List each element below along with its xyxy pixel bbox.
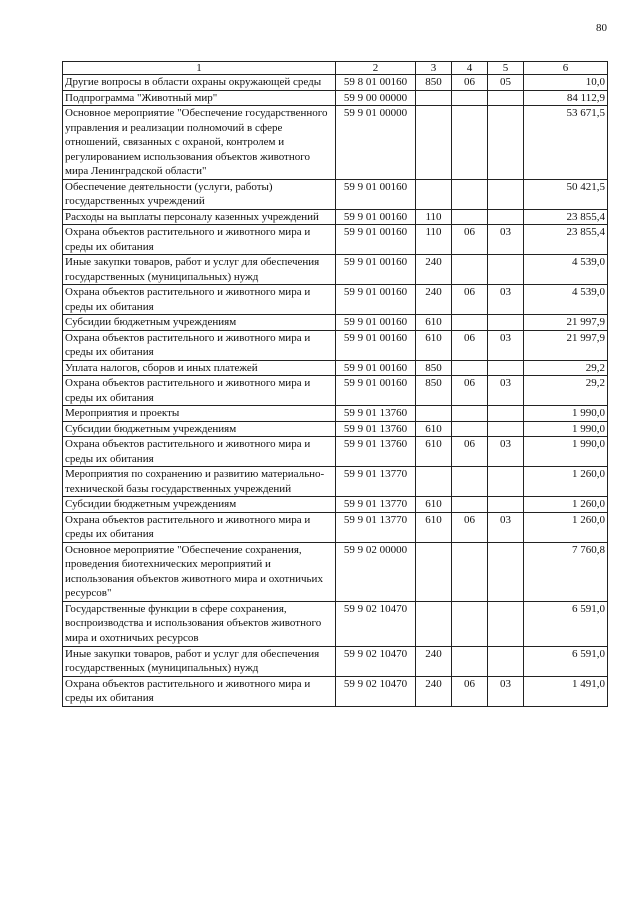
row-sum-cell: 6 591,0 (524, 601, 608, 646)
table-row (63, 209, 608, 225)
row-expense-type-cell: 610 (416, 512, 452, 542)
row-expense-type-cell: 240 (416, 676, 452, 706)
row-sum-cell: 84 112,9 (524, 90, 608, 106)
row-section-cell (452, 421, 488, 437)
row-name-cell: Иные закупки товаров, работ и услуг для обеспечения государственных (муниципальных) нужд (63, 255, 336, 285)
row-sum-cell: 1 491,0 (524, 676, 608, 706)
row-sum-cell: 1 990,0 (524, 421, 608, 437)
row-code-cell: 59 9 01 13770 (336, 512, 416, 542)
row-subsection-cell (488, 421, 524, 437)
row-sum-cell: 7 760,8 (524, 542, 608, 601)
row-sum-cell: 4 539,0 (524, 285, 608, 315)
row-sum-cell: 1 260,0 (524, 497, 608, 513)
row-sum-cell: 50 421,5 (524, 179, 608, 209)
row-expense-type-cell: 240 (416, 255, 452, 285)
table-row (63, 360, 608, 376)
row-code-cell: 59 9 01 00160 (336, 315, 416, 331)
row-subsection-cell (488, 106, 524, 180)
table-row (63, 601, 608, 646)
table-body (63, 75, 608, 707)
row-section-cell: 06 (452, 75, 488, 91)
row-expense-type-cell: 610 (416, 330, 452, 360)
row-subsection-cell: 03 (488, 330, 524, 360)
table-row (63, 106, 608, 180)
table-row (63, 512, 608, 542)
row-code-cell: 59 9 02 10470 (336, 646, 416, 676)
row-subsection-cell (488, 179, 524, 209)
table-row (63, 75, 608, 91)
row-expense-type-cell: 610 (416, 497, 452, 513)
row-section-cell (452, 209, 488, 225)
row-subsection-cell (488, 360, 524, 376)
header-col-5: 5 (488, 62, 524, 75)
row-name-cell: Основное мероприятие "Обеспечение сохранения, проведения биотехнических мероприятий и использования объектов животного мира и охотничьих ресурсов" (63, 542, 336, 601)
table-row (63, 406, 608, 422)
row-sum-cell: 29,2 (524, 376, 608, 406)
row-name-cell: Уплата налогов, сборов и иных платежей (63, 360, 336, 376)
row-code-cell: 59 9 01 00160 (336, 330, 416, 360)
header-col-2: 2 (336, 62, 416, 75)
row-subsection-cell: 03 (488, 512, 524, 542)
row-code-cell: 59 9 01 00160 (336, 209, 416, 225)
row-expense-type-cell (416, 90, 452, 106)
table-row (63, 315, 608, 331)
row-expense-type-cell: 610 (416, 421, 452, 437)
row-name-cell: Охрана объектов растительного и животного мира и среды их обитания (63, 225, 336, 255)
row-section-cell: 06 (452, 437, 488, 467)
row-code-cell: 59 8 01 00160 (336, 75, 416, 91)
row-code-cell: 59 9 01 13770 (336, 467, 416, 497)
row-section-cell (452, 106, 488, 180)
row-expense-type-cell: 850 (416, 75, 452, 91)
row-section-cell (452, 90, 488, 106)
row-subsection-cell: 03 (488, 285, 524, 315)
table-row (63, 676, 608, 706)
row-sum-cell: 4 539,0 (524, 255, 608, 285)
row-subsection-cell (488, 209, 524, 225)
row-name-cell: Охрана объектов растительного и животного мира и среды их обитания (63, 285, 336, 315)
table-row (63, 437, 608, 467)
row-code-cell: 59 9 01 00160 (336, 225, 416, 255)
row-subsection-cell: 03 (488, 376, 524, 406)
row-name-cell: Охрана объектов растительного и животного мира и среды их обитания (63, 376, 336, 406)
row-section-cell: 06 (452, 330, 488, 360)
row-code-cell: 59 9 01 00160 (336, 376, 416, 406)
row-expense-type-cell (416, 601, 452, 646)
table-row (63, 542, 608, 601)
row-sum-cell: 1 260,0 (524, 512, 608, 542)
row-code-cell: 59 9 01 13760 (336, 437, 416, 467)
row-name-cell: Охрана объектов растительного и животного мира и среды их обитания (63, 512, 336, 542)
table-row (63, 376, 608, 406)
row-code-cell: 59 9 01 00160 (336, 255, 416, 285)
row-code-cell: 59 9 01 13770 (336, 497, 416, 513)
row-section-cell: 06 (452, 285, 488, 315)
table-row (63, 285, 608, 315)
header-col-1: 1 (63, 62, 336, 75)
row-section-cell (452, 646, 488, 676)
row-section-cell (452, 467, 488, 497)
row-name-cell: Субсидии бюджетным учреждениям (63, 315, 336, 331)
row-expense-type-cell: 610 (416, 315, 452, 331)
row-name-cell: Государственные функции в сфере сохранения, воспроизводства и использования объектов животного мира и охотничьих ресурсов (63, 601, 336, 646)
row-expense-type-cell: 110 (416, 225, 452, 255)
row-name-cell: Субсидии бюджетным учреждениям (63, 497, 336, 513)
row-expense-type-cell: 110 (416, 209, 452, 225)
row-expense-type-cell: 240 (416, 646, 452, 676)
row-code-cell: 59 9 02 00000 (336, 542, 416, 601)
row-sum-cell: 1 260,0 (524, 467, 608, 497)
table-row (63, 90, 608, 106)
row-code-cell: 59 9 01 00160 (336, 360, 416, 376)
row-code-cell: 59 9 01 13760 (336, 406, 416, 422)
header-col-6: 6 (524, 62, 608, 75)
row-section-cell (452, 179, 488, 209)
table-row (63, 179, 608, 209)
row-subsection-cell: 03 (488, 676, 524, 706)
row-name-cell: Иные закупки товаров, работ и услуг для обеспечения государственных (муниципальных) нужд (63, 646, 336, 676)
row-section-cell: 06 (452, 376, 488, 406)
table-row (63, 467, 608, 497)
row-subsection-cell (488, 467, 524, 497)
row-sum-cell: 1 990,0 (524, 406, 608, 422)
row-expense-type-cell: 610 (416, 437, 452, 467)
row-subsection-cell: 03 (488, 225, 524, 255)
row-subsection-cell (488, 315, 524, 331)
page-number: 80 (596, 22, 607, 34)
row-sum-cell: 21 997,9 (524, 330, 608, 360)
row-sum-cell: 10,0 (524, 75, 608, 91)
row-sum-cell: 53 671,5 (524, 106, 608, 180)
row-section-cell (452, 497, 488, 513)
row-name-cell: Охрана объектов растительного и животного мира и среды их обитания (63, 330, 336, 360)
table-row (63, 255, 608, 285)
row-subsection-cell (488, 601, 524, 646)
row-code-cell: 59 9 02 10470 (336, 676, 416, 706)
row-subsection-cell (488, 255, 524, 285)
row-subsection-cell (488, 90, 524, 106)
row-section-cell (452, 542, 488, 601)
row-section-cell (452, 406, 488, 422)
row-expense-type-cell: 850 (416, 376, 452, 406)
row-name-cell: Мероприятия и проекты (63, 406, 336, 422)
row-name-cell: Другие вопросы в области охраны окружающей среды (63, 75, 336, 91)
row-subsection-cell (488, 406, 524, 422)
row-sum-cell: 29,2 (524, 360, 608, 376)
row-code-cell: 59 9 00 00000 (336, 90, 416, 106)
table-row (63, 421, 608, 437)
header-col-3: 3 (416, 62, 452, 75)
row-section-cell (452, 360, 488, 376)
budget-table (62, 61, 608, 707)
row-sum-cell: 21 997,9 (524, 315, 608, 331)
row-subsection-cell: 03 (488, 437, 524, 467)
row-name-cell: Мероприятия по сохранению и развитию материально-технической базы государственных учреждений (63, 467, 336, 497)
table-row (63, 497, 608, 513)
row-section-cell (452, 601, 488, 646)
row-subsection-cell (488, 497, 524, 513)
row-sum-cell: 1 990,0 (524, 437, 608, 467)
row-section-cell: 06 (452, 676, 488, 706)
row-expense-type-cell (416, 467, 452, 497)
row-expense-type-cell (416, 106, 452, 180)
row-code-cell: 59 9 01 13760 (336, 421, 416, 437)
table-row (63, 646, 608, 676)
row-code-cell: 59 9 01 00000 (336, 106, 416, 180)
row-sum-cell: 23 855,4 (524, 225, 608, 255)
table-row (63, 225, 608, 255)
header-col-4: 4 (452, 62, 488, 75)
row-section-cell (452, 255, 488, 285)
row-name-cell: Расходы на выплаты персоналу казенных учреждений (63, 209, 336, 225)
row-expense-type-cell: 240 (416, 285, 452, 315)
row-subsection-cell: 05 (488, 75, 524, 91)
table-header-row (63, 62, 608, 75)
row-code-cell: 59 9 01 00160 (336, 179, 416, 209)
row-code-cell: 59 9 02 10470 (336, 601, 416, 646)
row-section-cell (452, 315, 488, 331)
row-sum-cell: 6 591,0 (524, 646, 608, 676)
row-name-cell: Субсидии бюджетным учреждениям (63, 421, 336, 437)
row-name-cell: Охрана объектов растительного и животного мира и среды их обитания (63, 437, 336, 467)
row-code-cell: 59 9 01 00160 (336, 285, 416, 315)
row-section-cell: 06 (452, 512, 488, 542)
row-sum-cell: 23 855,4 (524, 209, 608, 225)
row-name-cell: Основное мероприятие "Обеспечение государственного управления и реализации полномочий в сфере отношений, связанных с охраной, контролем и регулированием использования объектов животного мира Ленинградской области" (63, 106, 336, 180)
row-name-cell: Подпрограмма "Животный мир" (63, 90, 336, 106)
row-expense-type-cell (416, 406, 452, 422)
row-section-cell: 06 (452, 225, 488, 255)
row-name-cell: Обеспечение деятельности (услуги, работы) государственных учреждений (63, 179, 336, 209)
row-expense-type-cell (416, 542, 452, 601)
row-subsection-cell (488, 646, 524, 676)
row-expense-type-cell: 850 (416, 360, 452, 376)
row-subsection-cell (488, 542, 524, 601)
row-expense-type-cell (416, 179, 452, 209)
row-name-cell: Охрана объектов растительного и животного мира и среды их обитания (63, 676, 336, 706)
table-row (63, 330, 608, 360)
